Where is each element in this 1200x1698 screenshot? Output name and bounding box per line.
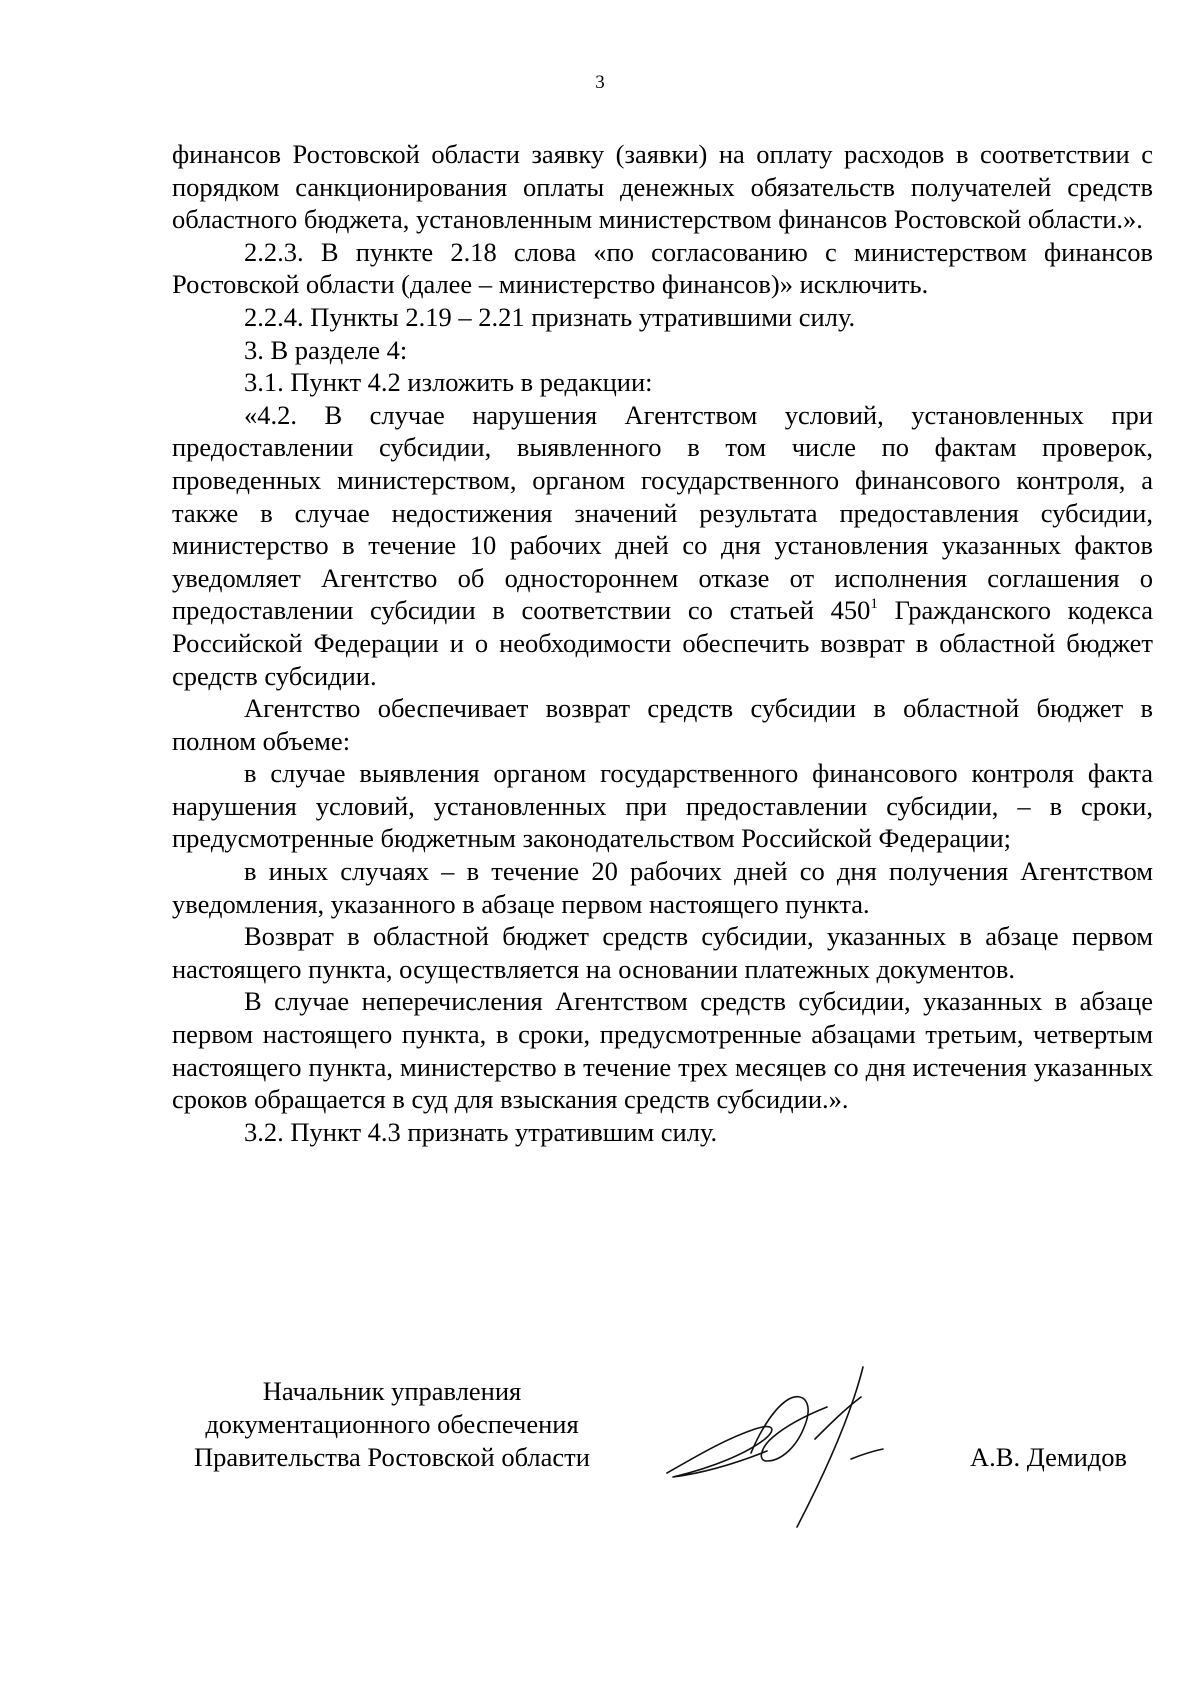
paragraph-section-3: 3. В разделе 4: — [244, 334, 408, 365]
paragraph-4-2 — [172, 399, 1153, 692]
paragraph-court-recovery: В случае неперечисления Агентством средств субсидии, указанных в абзаце первом настоящего пункта, в сроки, предусмотренные абзацами третьим, четвертым настоящего пункта, министерство в течение трех месяцев со дня истечения указанных сроков обращается в суд для взыскания средств субсидии.». — [172, 986, 1153, 1115]
paragraph-continuation: финансов Ростовской области заявку (заявки) на оплату расходов в соответствии с порядком санкционирования оплаты денежных обязательств получателей средств областного бюджета, установленным министерством финансов Ростовской области.». — [172, 139, 1153, 235]
article-superscript: 1 — [870, 596, 878, 613]
signatory-title-line-1: Начальник управления — [262, 1376, 522, 1406]
signatory-name: А.В. Демидов — [970, 1442, 1128, 1472]
page-number: 3 — [595, 72, 605, 93]
paragraph-refund-documents: Возврат в областной бюджет средств субсидии, указанных в абзаце первом настоящего пункта, осуществляется на основании платежных документов. — [172, 921, 1153, 984]
article-number: 450 — [830, 595, 871, 626]
document-body — [172, 138, 1153, 1148]
paragraph-3-2: 3.2. Пункт 4.3 признать утратившим силу. — [244, 1116, 718, 1147]
signatory-title-line-3: Правительства Ростовской области — [194, 1442, 590, 1472]
paragraph-4-2-text-before: «4.2. В случае нарушения Агентством условий, установленных при предоставлении субсидии, выявленного в том числе по фактам проверок, проведенных министерством, органом государственного финансового контроля, а также в случае недостижения значений результата предоставления субсидии, министерство в течение 10 рабочих дней со дня установления указанных фактов уведомляет Агентство об одностороннем отказе от исполнения соглашения о предоставлении субсидии в соответствии со статьей — [172, 399, 1153, 626]
handwritten-signature — [655, 1355, 940, 1535]
paragraph-refund-case-other: в иных случаях – в течение 20 рабочих дней со дня получения Агентством уведомления, указанного в абзаце первом настоящего пункта. — [172, 856, 1153, 919]
signatory-title — [172, 1375, 612, 1474]
paragraph-2-2-3: 2.2.3. В пункте 2.18 слова «по согласованию с министерством финансов Ростовской области (далее – министерство финансов)» исключить. — [172, 236, 1153, 300]
paragraph-4-2-text-after: Гражданского кодекса Российской Федерации и о необходимости обеспечить возврат в областной бюджет средств субсидии. — [172, 595, 1153, 691]
paragraph-refund-case-control: в случае выявления органом государственного финансового контроля факта нарушения условий, установленных при предоставлении субсидии, – в сроки, предусмотренные бюджетным законодательством Российской Федерации; — [172, 758, 1153, 854]
paragraph-2-2-4: 2.2.4. Пункты 2.19 – 2.21 признать утратившими силу. — [244, 301, 856, 332]
signatory-title-line-2: документационного обеспечения — [205, 1409, 579, 1439]
paragraph-refund-obligation: Агентство обеспечивает возврат средств субсидии в областной бюджет в полном объеме: — [172, 693, 1153, 756]
paragraph-3-1: 3.1. Пункт 4.2 изложить в редакции: — [244, 367, 653, 398]
